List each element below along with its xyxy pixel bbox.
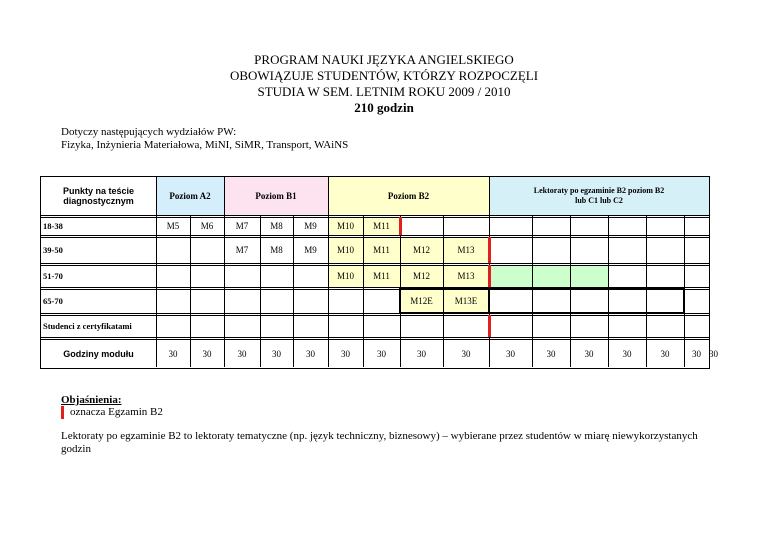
exam-marker-18-38 xyxy=(399,217,402,235)
grid-vline xyxy=(224,177,225,367)
hours-cell: 30 xyxy=(377,349,386,359)
title-hours: 210 godzin xyxy=(354,100,414,115)
hours-cell: 30 xyxy=(506,349,515,359)
title-line-3: STUDIA W SEM. LETNIM ROKU 2009 / 2010 xyxy=(257,84,511,99)
lectorate-65-70-outline xyxy=(488,288,685,314)
hours-cell: 30 xyxy=(202,349,212,359)
header-level-lectorates: Lektoraty po egzaminie B2 poziom B2 lub C1 lub C2 xyxy=(533,186,665,205)
hours-cell: 30 xyxy=(546,349,556,359)
module-cell: M13 xyxy=(457,245,475,255)
page-title xyxy=(0,52,768,116)
legend-title: Objaśnienia: xyxy=(61,394,122,406)
module-cell: M12 xyxy=(412,271,430,281)
hours-cell: 30 xyxy=(584,349,594,359)
row-label: 51-70 xyxy=(43,271,63,281)
grid-vline xyxy=(328,177,329,367)
module-cell: M13 xyxy=(457,271,475,281)
module-cell: M8 xyxy=(270,221,283,231)
title-line-1: PROGRAM NAUKI JĘZYKA ANGIELSKIEGO xyxy=(254,52,514,67)
exam-marker-39-50 xyxy=(488,237,491,263)
grid-vline xyxy=(363,215,364,367)
hours-label: Godziny modułu xyxy=(63,349,134,359)
hours-cell: 30 xyxy=(709,349,718,359)
hours-cell: 30 xyxy=(272,349,281,359)
header-level-b2: Poziom B2 xyxy=(387,191,430,201)
exam-marker-swatch xyxy=(61,406,64,419)
hours-cell: 30 xyxy=(461,349,471,359)
grid-vline xyxy=(156,177,157,367)
hours-cell: 30 xyxy=(660,349,670,359)
module-cell: M6 xyxy=(200,221,214,231)
hours-cell: 30 xyxy=(306,349,315,359)
header-level-b1: Poziom B1 xyxy=(255,191,297,201)
applies-line-2: Fizyka, Inżynieria Materiałowa, MiNI, SiMR, Transport, WAiNS xyxy=(61,139,349,151)
legend-item: oznacza Egzamin B2 xyxy=(70,406,163,418)
hours-cell: 30 xyxy=(417,349,426,359)
module-cell: M11 xyxy=(373,271,390,281)
module-cell: M8 xyxy=(270,245,283,255)
hours-cell: 30 xyxy=(692,349,701,359)
module-cell: M12E xyxy=(410,296,433,306)
title-line-2: OBOWIĄZUJE STUDENTÓW, KTÓRZY ROZPOCZĘLI xyxy=(229,68,539,83)
module-cell: M9 xyxy=(304,221,317,231)
header-points: Punkty na teście diagnostycznym xyxy=(62,186,135,206)
applies-to xyxy=(61,126,348,152)
hours-cell: 30 xyxy=(341,349,350,359)
grid-vline xyxy=(260,215,261,367)
exam-e-outline xyxy=(399,288,490,314)
module-cell: M11 xyxy=(373,221,390,231)
module-cell: M10 xyxy=(336,271,354,281)
module-cell: M5 xyxy=(166,221,180,231)
hours-cell: 30 xyxy=(168,349,178,359)
module-cell: M11 xyxy=(373,245,390,255)
header-level-a2: Poziom A2 xyxy=(169,191,211,201)
row-label: 39-50 xyxy=(43,245,63,255)
row-label: 65-70 xyxy=(43,296,63,306)
exam-marker-certificates xyxy=(488,315,491,337)
module-cell: M10 xyxy=(336,245,354,255)
grid-vline xyxy=(190,215,191,367)
schedule-table xyxy=(40,176,718,369)
hours-cell: 30 xyxy=(237,349,247,359)
module-cell: M9 xyxy=(304,245,317,255)
module-cell: M13E xyxy=(454,296,478,306)
applies-line-1: Dotyczy następujących wydziałów PW: xyxy=(61,126,237,138)
module-cell: M7 xyxy=(235,245,249,255)
hours-cell: 30 xyxy=(622,349,632,359)
module-cell: M10 xyxy=(336,221,354,231)
row-label: Studenci z certyfikatami xyxy=(43,321,132,331)
module-cell: M7 xyxy=(235,221,249,231)
exam-marker-51-70 xyxy=(488,265,491,287)
green-cells-51-70 xyxy=(489,265,608,287)
grid-vline xyxy=(293,215,294,367)
row-label: 18-38 xyxy=(43,221,63,231)
note-text: Lektoraty po egzaminie B2 to lektoraty tematyczne (np. język techniczny, biznesowy) – wybierane przez studentów w miarę niewykorzystanych godzin xyxy=(61,430,698,455)
module-cell: M12 xyxy=(412,245,430,255)
